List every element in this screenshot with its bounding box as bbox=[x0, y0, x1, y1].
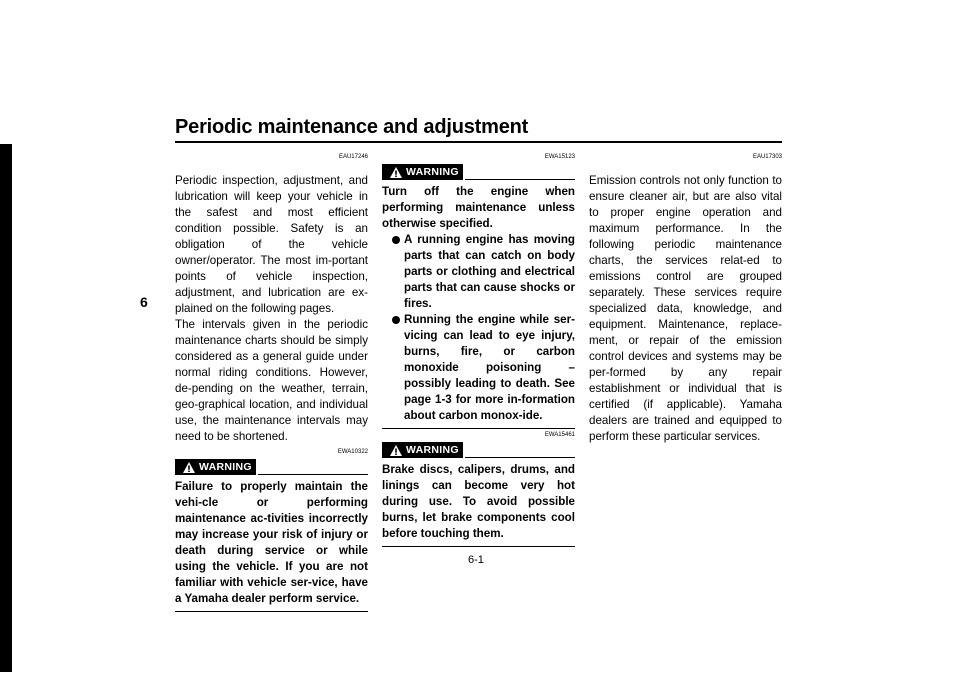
warning-code: EWA15461 bbox=[544, 432, 575, 438]
header-rule bbox=[175, 141, 782, 143]
warning-triangle-icon bbox=[390, 445, 402, 456]
warning-header bbox=[382, 161, 575, 180]
warning-bullet: Running the engine while ser-vicing can lead to eye injury, burns, fire, or carbon monoxide poisoning – possibly leading to death. See page 1-3 for more in-formation about carbon monox-ide. bbox=[382, 312, 575, 424]
paragraph: Periodic inspection, adjustment, and lubrication will keep your vehicle in the safest and most efficient condition possible. Safety is an obligation of the vehicle owner/operator. The most im-portant points of vehicle inspection, adjustment, and lubrication are ex-plained on the following pages. bbox=[175, 174, 368, 315]
section-code: EAU17246 bbox=[338, 154, 368, 160]
warning-code: EWA10322 bbox=[337, 449, 368, 455]
page-title: Periodic maintenance and adjustment bbox=[175, 116, 529, 138]
warning-bullet: A running engine has moving parts that can catch on body parts or clothing and electrical parts that can cause shocks or fires. bbox=[382, 232, 575, 312]
warning-badge bbox=[382, 164, 463, 180]
warning-badge bbox=[382, 442, 463, 458]
column-1 bbox=[175, 153, 368, 612]
emission-text: Emission controls not only function to ensure cleaner air, but are also vital to proper engine operation and maximum performance. In the following periodic maintenance charts, the services relat-ed to emissions control are grouped separately. These services require specialized data, knowledge, and equipment. Maintenance, replace-ment, or repair of the emission control devices and systems may be per-formed by any repair establishment or individual that is certified (if applicable). Yamaha dealers are trained and equipped to perform these particular services. bbox=[589, 174, 782, 443]
chapter-number: 6 bbox=[140, 294, 148, 310]
intro-text bbox=[175, 173, 368, 445]
section-code: EAU17303 bbox=[752, 154, 782, 160]
warning-text: Failure to properly maintain the vehi-cle or performing maintenance ac-tivities incorrectly may increase your risk of injury or death during service or while using the vehicle. If you are not familiar with vehicle ser-vice, have a Yamaha dealer perform service. bbox=[175, 480, 368, 605]
column-3 bbox=[589, 153, 782, 445]
warning-header bbox=[382, 439, 575, 458]
warning-rule bbox=[465, 457, 575, 458]
warning-end-rule bbox=[382, 428, 575, 429]
warning-rule bbox=[465, 179, 575, 180]
warning-triangle-icon bbox=[183, 462, 195, 473]
warning-end-rule bbox=[175, 611, 368, 612]
warning-text bbox=[382, 184, 575, 424]
warning-label: WARNING bbox=[199, 461, 252, 473]
warning-end-rule bbox=[382, 546, 575, 547]
chapter-tab bbox=[0, 144, 12, 672]
warning-header bbox=[175, 456, 368, 475]
page-number: 6-1 bbox=[468, 554, 484, 566]
warning-bullet-list bbox=[382, 232, 575, 424]
warning-rule bbox=[258, 474, 368, 475]
warning-label: WARNING bbox=[406, 444, 459, 456]
warning-code: EWA15123 bbox=[544, 154, 575, 160]
warning-text: Brake discs, calipers, drums, and linings can become very hot during use. To avoid possible burns, let brake components cool before touching them. bbox=[382, 463, 575, 540]
paragraph: The intervals given in the periodic maintenance charts should be simply considered as a general guide under normal riding conditions. However, de-pending on the weather, terrain, geo-graphical location, and individual use, the maintenance intervals may need to be shortened. bbox=[175, 318, 368, 443]
warning-label: WARNING bbox=[406, 166, 459, 178]
warning-intro: Turn off the engine when performing maintenance unless otherwise specified. bbox=[382, 185, 575, 230]
column-2 bbox=[382, 153, 575, 547]
warning-triangle-icon bbox=[390, 167, 402, 178]
warning-badge bbox=[175, 459, 256, 475]
